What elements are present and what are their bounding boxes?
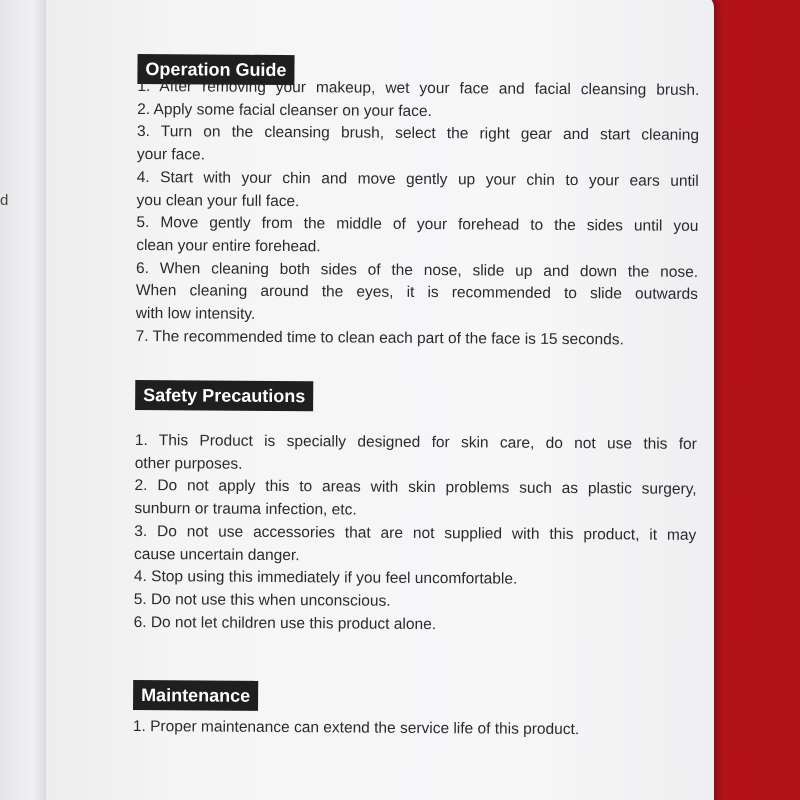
operation-line: 2. Apply some facial cleanser on your face. [137,100,432,120]
operation-line: you clean your full face. [136,191,300,210]
safety-line: 4. Stop using this immediately if you feel uncomfortable. [133,568,518,588]
operation-guide-heading: Operation Guide [137,54,294,85]
safety-line: cause uncertain danger. [134,545,300,564]
maintenance-list [133,716,695,743]
facing-page-text-fragment: d [0,192,9,209]
operation-line: When cleaning around the eyes, it is recommended to slide outwards [135,282,698,304]
operation-line: your face. [136,146,205,164]
manual-page [46,0,714,800]
safety-precautions-list [134,430,697,638]
operation-line: 6. When cleaning both sides of the nose, slide up and down the nose. [136,259,699,281]
safety-line: 6. Do not let children use this product alone. [133,613,437,633]
operation-line: 4. Start with your chin and move gently up your chin to your ears until [136,168,699,190]
safety-line: other purposes. [134,454,243,473]
operation-line: 5. Move gently from the middle of your forehead to the sides until you [136,214,699,236]
operation-line: clean your entire forehead. [136,236,321,256]
safety-precautions-heading: Safety Precautions [135,380,313,411]
safety-line: 1. This Product is specially designed for skin care, do not use this for [134,431,697,453]
safety-line: 5. Do not use this when unconscious. [133,590,391,610]
safety-line: 3. Do not use accessories that are not supplied with this product, it may [134,522,697,544]
maintenance-line: 1. Proper maintenance can extend the service life of this product. [132,717,580,739]
facing-page-edge [0,0,47,800]
safety-line: sunburn or trauma infection, etc. [134,500,357,519]
operation-line: 1. After removing your makeup, wet your face and facial cleansing brush. [137,77,700,99]
operation-guide-steps [136,76,700,352]
operation-line: 7. The recommended time to clean each part of the face is 15 seconds. [135,327,624,349]
operation-line: with low intensity. [135,305,256,323]
maintenance-heading: Maintenance [133,680,258,711]
operation-line: 3. Turn on the cleansing brush, select the right gear and start cleaning [136,123,700,145]
safety-line: 2. Do not apply this to areas with skin problems such as plastic surgery, [134,477,697,499]
